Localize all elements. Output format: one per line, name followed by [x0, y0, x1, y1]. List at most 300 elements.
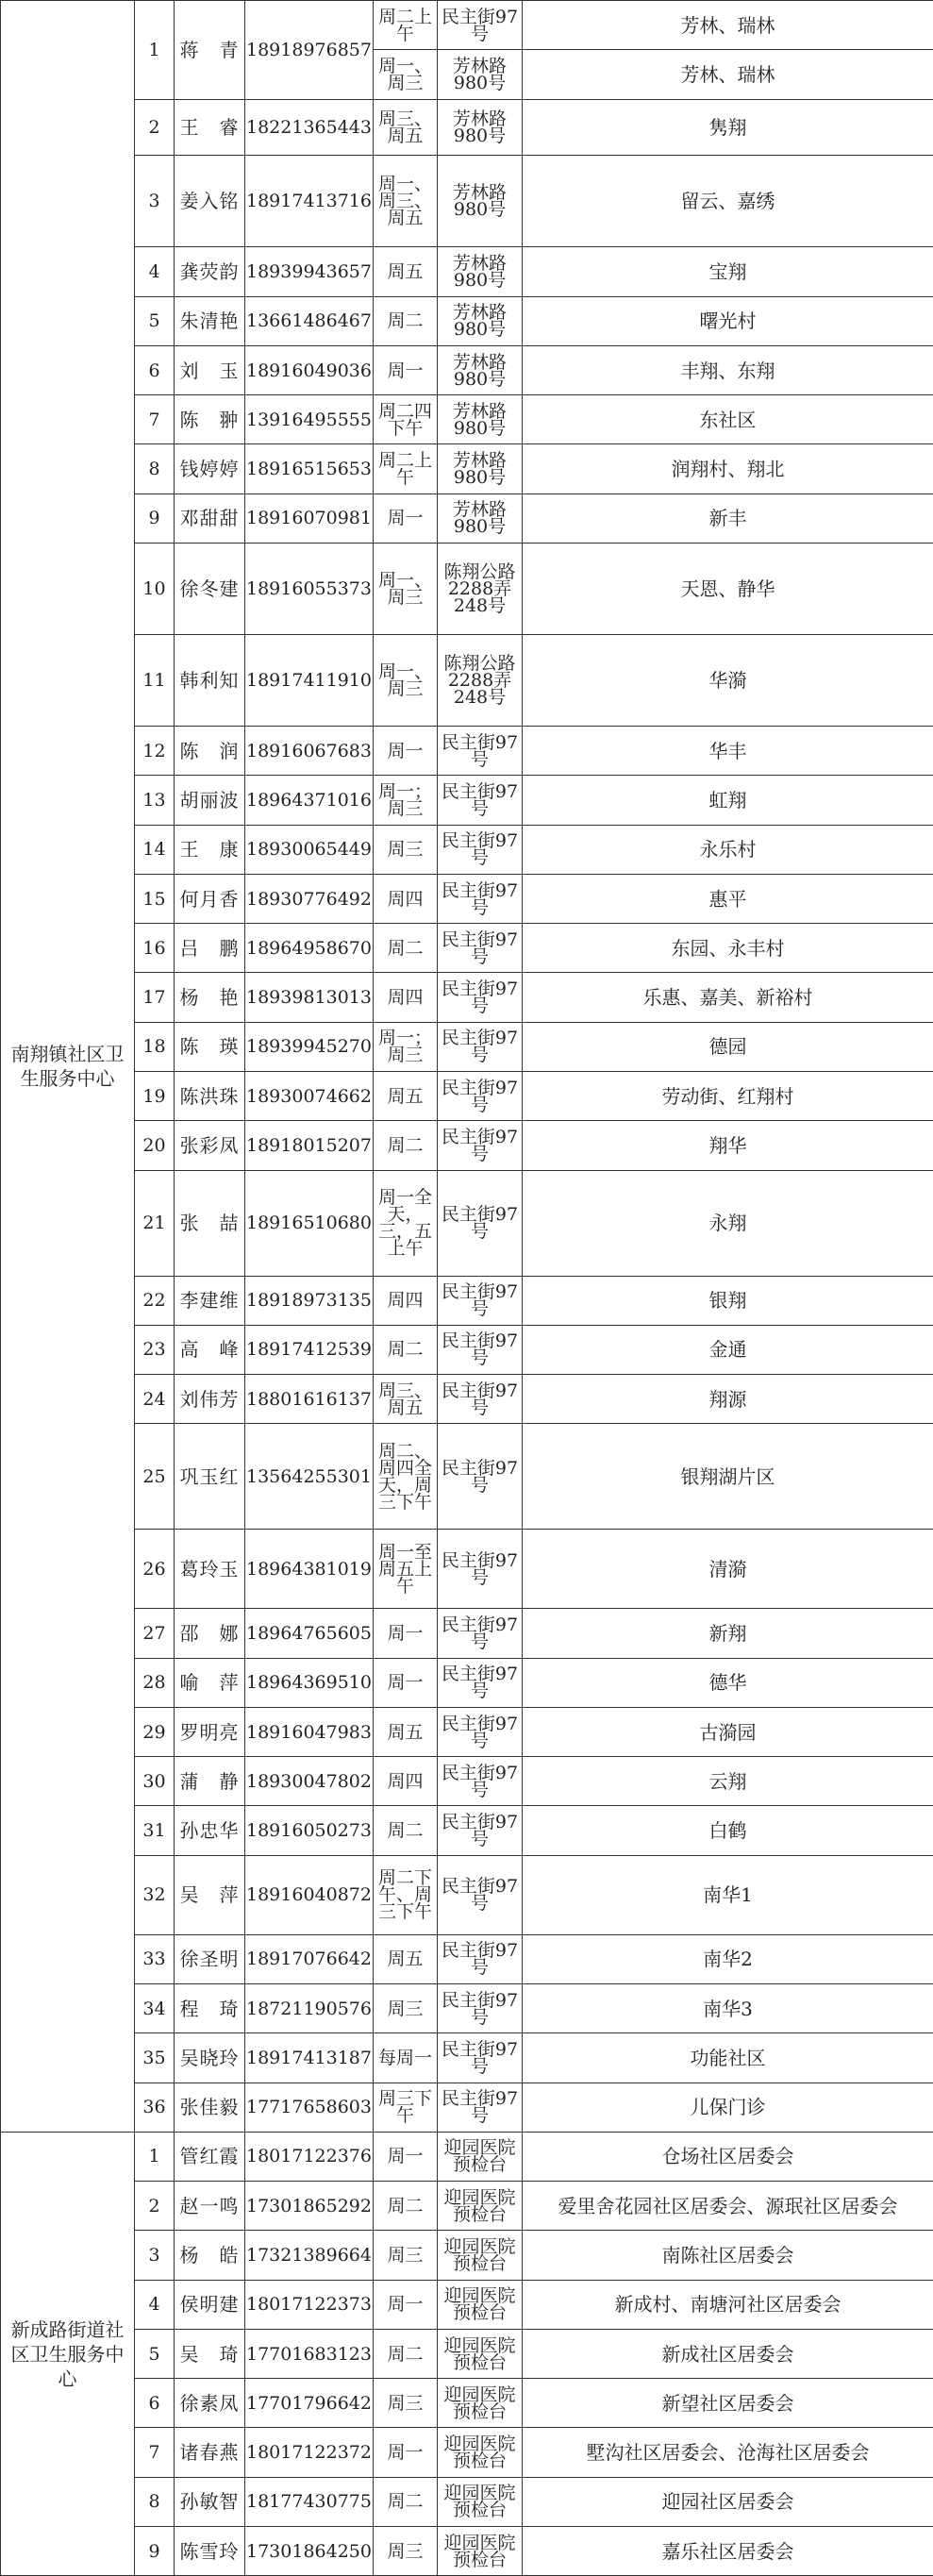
service-day-cell: 周三、周五	[374, 1375, 438, 1424]
service-location-cell: 民主街97号	[438, 1121, 523, 1170]
service-location-cell: 迎园医院预检台	[438, 2477, 523, 2526]
service-day-cell: 周五	[374, 1072, 438, 1121]
service-area-cell: 永翔	[523, 1170, 933, 1276]
service-area-cell: 乐惠、嘉美、新裕村	[523, 973, 933, 1022]
service-area-cell: 东园、永丰村	[523, 924, 933, 973]
table-row	[1, 345, 933, 394]
row-number-cell: 15	[135, 874, 175, 923]
doctor-name-cell: 刘伟芳	[175, 1375, 245, 1424]
service-area-cell: 劳动街、红翔村	[523, 1072, 933, 1121]
table-row	[1, 776, 933, 825]
phone-cell: 18964369510	[245, 1658, 374, 1707]
table-row	[1, 543, 933, 634]
row-number-cell: 30	[135, 1757, 175, 1806]
service-area-cell: 墅沟社区居委会、沧海社区居委会	[523, 2428, 933, 2477]
service-area-cell: 丰翔、东翔	[523, 345, 933, 394]
service-location-cell: 民主街97号	[438, 1658, 523, 1707]
service-area-cell: 古漪园	[523, 1707, 933, 1756]
service-location-cell: 芳林路980号	[438, 156, 523, 247]
service-area-cell: 南陈社区居委会	[523, 2231, 933, 2280]
service-day-cell: 周四	[374, 973, 438, 1022]
phone-cell: 18916510680	[245, 1170, 374, 1276]
service-location-cell: 民主街97号	[438, 924, 523, 973]
doctor-name-cell: 喻 萍	[175, 1658, 245, 1707]
phone-cell: 18017122373	[245, 2280, 374, 2329]
doctor-name-cell: 王 睿	[175, 99, 245, 156]
phone-cell: 13564255301	[245, 1424, 374, 1530]
table-row	[1, 1855, 933, 1934]
service-area-cell: 润翔村、翔北	[523, 444, 933, 493]
service-area-cell: 华丰	[523, 727, 933, 776]
row-number-cell: 5	[135, 296, 175, 345]
phone-cell: 18964371016	[245, 776, 374, 825]
table-row	[1, 1757, 933, 1806]
phone-cell: 17301865292	[245, 2182, 374, 2231]
service-area-cell: 芳林、瑞林	[523, 50, 933, 99]
service-day-cell: 周一、周三	[374, 543, 438, 634]
phone-cell: 18916055373	[245, 543, 374, 634]
phone-cell: 18930065449	[245, 825, 374, 874]
service-location-cell: 民主街97号	[438, 1806, 523, 1855]
doctor-name-cell: 何月香	[175, 874, 245, 923]
service-day-cell: 周二	[374, 296, 438, 345]
row-number-cell: 18	[135, 1022, 175, 1071]
phone-cell: 17701683123	[245, 2329, 374, 2378]
row-number-cell: 5	[135, 2329, 175, 2378]
service-area-cell: 德华	[523, 1658, 933, 1707]
service-location-cell: 民主街97号	[438, 1757, 523, 1806]
table-row	[1, 1121, 933, 1170]
doctor-name-cell: 胡丽波	[175, 776, 245, 825]
service-day-cell: 周三	[374, 2526, 438, 2575]
doctor-name-cell: 张彩凤	[175, 1121, 245, 1170]
table-row	[1, 2132, 933, 2181]
doctor-name-cell: 钱婷婷	[175, 444, 245, 493]
service-area-cell: 翔华	[523, 1121, 933, 1170]
service-location-cell: 迎园医院预检台	[438, 2428, 523, 2477]
doctor-name-cell: 吴 琦	[175, 2329, 245, 2378]
service-day-cell: 周四	[374, 1276, 438, 1325]
doctor-name-cell: 张 喆	[175, 1170, 245, 1276]
doctor-name-cell: 赵一鸣	[175, 2182, 245, 2231]
phone-cell: 18916515653	[245, 444, 374, 493]
table-row	[1, 2379, 933, 2428]
service-location-cell: 迎园医院预检台	[438, 2132, 523, 2181]
service-location-cell: 迎园医院预检台	[438, 2329, 523, 2378]
table-row	[1, 2526, 933, 2575]
row-number-cell: 21	[135, 1170, 175, 1276]
phone-cell: 13916495555	[245, 395, 374, 444]
service-location-cell: 迎园医院预检台	[438, 2379, 523, 2428]
service-location-cell: 民主街97号	[438, 1, 523, 50]
phone-cell: 18918015207	[245, 1121, 374, 1170]
service-day-cell: 周五	[374, 247, 438, 296]
row-number-cell: 20	[135, 1121, 175, 1170]
row-number-cell: 28	[135, 1658, 175, 1707]
service-area-cell: 德园	[523, 1022, 933, 1071]
phone-cell: 18930047802	[245, 1757, 374, 1806]
table-row	[1, 924, 933, 973]
table-row	[1, 1530, 933, 1609]
table-row	[1, 2329, 933, 2378]
doctor-name-cell: 徐冬建	[175, 543, 245, 634]
doctor-name-cell: 姜入铭	[175, 156, 245, 247]
service-area-cell: 翔源	[523, 1375, 933, 1424]
doctor-name-cell: 巩玉红	[175, 1424, 245, 1530]
service-area-cell: 隽翔	[523, 99, 933, 156]
service-area-cell: 功能社区	[523, 2033, 933, 2083]
table-row	[1, 156, 933, 247]
service-day-cell: 周一	[374, 727, 438, 776]
service-day-cell: 周三	[374, 2379, 438, 2428]
service-area-cell: 南华3	[523, 1984, 933, 2033]
service-day-cell: 周二下午、周三下午	[374, 1855, 438, 1934]
phone-cell: 18930074662	[245, 1072, 374, 1121]
row-number-cell: 34	[135, 1984, 175, 2033]
service-location-cell: 民主街97号	[438, 874, 523, 923]
row-number-cell: 4	[135, 247, 175, 296]
phone-cell: 18916049036	[245, 345, 374, 394]
phone-cell: 18939943657	[245, 247, 374, 296]
doctor-name-cell: 吴晓玲	[175, 2033, 245, 2083]
service-day-cell: 周一	[374, 493, 438, 543]
service-area-cell: 新翔	[523, 1609, 933, 1658]
doctor-name-cell: 龚荧韵	[175, 247, 245, 296]
service-area-cell: 儿保门诊	[523, 2083, 933, 2132]
row-number-cell: 3	[135, 156, 175, 247]
service-location-cell: 芳林路980号	[438, 493, 523, 543]
service-day-cell: 周四	[374, 1757, 438, 1806]
doctor-name-cell: 陈 翀	[175, 395, 245, 444]
row-number-cell: 7	[135, 395, 175, 444]
service-area-cell: 留云、嘉绣	[523, 156, 933, 247]
row-number-cell: 2	[135, 99, 175, 156]
service-day-cell: 周三下午	[374, 2083, 438, 2132]
service-location-cell: 民主街97号	[438, 776, 523, 825]
service-day-cell: 周一	[374, 1609, 438, 1658]
table-row	[1, 1424, 933, 1530]
phone-cell: 17717658603	[245, 2083, 374, 2132]
service-day-cell: 周二上午	[374, 1, 438, 50]
service-area-cell: 南华1	[523, 1855, 933, 1934]
table-row	[1, 2083, 933, 2132]
service-day-cell: 周三、周五	[374, 99, 438, 156]
table-row	[1, 727, 933, 776]
table-row	[1, 2033, 933, 2083]
table-row	[1, 296, 933, 345]
row-number-cell: 3	[135, 2231, 175, 2280]
service-area-cell: 白鹤	[523, 1806, 933, 1855]
service-day-cell: 周一全天，三，五上午	[374, 1170, 438, 1276]
phone-cell: 18917412539	[245, 1325, 374, 1374]
service-day-cell: 周二	[374, 2329, 438, 2378]
row-number-cell: 12	[135, 727, 175, 776]
table-row	[1, 1609, 933, 1658]
phone-cell: 18177430775	[245, 2477, 374, 2526]
table-row	[1, 1934, 933, 1983]
service-day-cell: 周一、周三、周五	[374, 156, 438, 247]
service-day-cell: 周三	[374, 1984, 438, 2033]
doctor-name-cell: 王 康	[175, 825, 245, 874]
phone-cell: 17301864250	[245, 2526, 374, 2575]
phone-cell: 18916040872	[245, 1855, 374, 1934]
row-number-cell: 2	[135, 2182, 175, 2231]
service-area-cell: 银翔	[523, 1276, 933, 1325]
service-day-cell: 周二	[374, 1121, 438, 1170]
service-area-cell: 芳林、瑞林	[523, 1, 933, 50]
service-area-cell: 新成村、南塘河社区居委会	[523, 2280, 933, 2329]
table-row	[1, 1276, 933, 1325]
service-day-cell: 周一、周三	[374, 635, 438, 727]
doctor-name-cell: 杨 艳	[175, 973, 245, 1022]
phone-cell: 18939945270	[245, 1022, 374, 1071]
table-row	[1, 493, 933, 543]
doctor-name-cell: 邵 娜	[175, 1609, 245, 1658]
phone-cell: 18917413187	[245, 2033, 374, 2083]
doctor-name-cell: 孙忠华	[175, 1806, 245, 1855]
service-day-cell: 周三	[374, 825, 438, 874]
table-row	[1, 1170, 933, 1276]
service-area-cell: 银翔湖片区	[523, 1424, 933, 1530]
doctor-name-cell: 陈洪珠	[175, 1072, 245, 1121]
service-day-cell: 周二	[374, 1325, 438, 1374]
row-number-cell: 22	[135, 1276, 175, 1325]
table-row	[1, 1707, 933, 1756]
service-location-cell: 民主街97号	[438, 1530, 523, 1609]
row-number-cell: 9	[135, 2526, 175, 2575]
phone-cell: 18916047983	[245, 1707, 374, 1756]
phone-cell: 13661486467	[245, 296, 374, 345]
service-day-cell: 周五	[374, 1934, 438, 1983]
phone-cell: 18917076642	[245, 1934, 374, 1983]
table-row	[1, 1325, 933, 1374]
doctor-name-cell: 徐素凤	[175, 2379, 245, 2428]
doctor-name-cell: 侯明建	[175, 2280, 245, 2329]
service-location-cell: 民主街97号	[438, 2033, 523, 2083]
service-location-cell: 民主街97号	[438, 1424, 523, 1530]
doctor-name-cell: 陈 润	[175, 727, 245, 776]
table-row	[1, 825, 933, 874]
phone-cell: 18964381019	[245, 1530, 374, 1609]
row-number-cell: 19	[135, 1072, 175, 1121]
doctor-name-cell: 徐圣明	[175, 1934, 245, 1983]
table-row	[1, 874, 933, 923]
doctor-name-cell: 杨 皓	[175, 2231, 245, 2280]
service-day-cell: 周一	[374, 1658, 438, 1707]
table-row	[1, 2477, 933, 2526]
service-area-cell: 天恩、静华	[523, 543, 933, 634]
table-row	[1, 2231, 933, 2280]
phone-cell: 17321389664	[245, 2231, 374, 2280]
phone-cell: 18721190576	[245, 1984, 374, 2033]
service-day-cell: 周一；周三	[374, 776, 438, 825]
doctor-name-cell: 李建维	[175, 1276, 245, 1325]
doctor-name-cell: 吕 鹏	[175, 924, 245, 973]
service-location-cell: 民主街97号	[438, 1170, 523, 1276]
service-area-cell: 仓场社区居委会	[523, 2132, 933, 2181]
row-number-cell: 23	[135, 1325, 175, 1374]
doctor-name-cell: 韩利知	[175, 635, 245, 727]
row-number-cell: 1	[135, 2132, 175, 2181]
doctor-name-cell: 邓甜甜	[175, 493, 245, 543]
row-number-cell: 29	[135, 1707, 175, 1756]
phone-cell: 18916070981	[245, 493, 374, 543]
service-location-cell: 民主街97号	[438, 1022, 523, 1071]
service-day-cell: 周四	[374, 874, 438, 923]
service-day-cell: 周一至周五上午	[374, 1530, 438, 1609]
row-number-cell: 35	[135, 2033, 175, 2083]
phone-cell: 18964765605	[245, 1609, 374, 1658]
table-row	[1, 247, 933, 296]
service-area-cell: 新望社区居委会	[523, 2379, 933, 2428]
service-location-cell: 迎园医院预检台	[438, 2280, 523, 2329]
service-location-cell: 民主街97号	[438, 973, 523, 1022]
service-day-cell: 周二	[374, 2182, 438, 2231]
row-number-cell: 6	[135, 345, 175, 394]
service-location-cell: 民主街97号	[438, 1984, 523, 2033]
phone-cell: 18916067683	[245, 727, 374, 776]
phone-cell: 18918973135	[245, 1276, 374, 1325]
row-number-cell: 4	[135, 2280, 175, 2329]
phone-cell: 18964958670	[245, 924, 374, 973]
phone-cell: 17701796642	[245, 2379, 374, 2428]
doctor-name-cell: 蒋 青	[175, 1, 245, 100]
service-area-cell: 虹翔	[523, 776, 933, 825]
row-number-cell: 8	[135, 2477, 175, 2526]
service-area-cell: 东社区	[523, 395, 933, 444]
service-location-cell: 芳林路980号	[438, 50, 523, 99]
service-area-cell: 爱里舍花园社区居委会、源珉社区居委会	[523, 2182, 933, 2231]
row-number-cell: 36	[135, 2083, 175, 2132]
service-area-cell: 新丰	[523, 493, 933, 543]
service-location-cell: 芳林路980号	[438, 296, 523, 345]
service-area-cell: 惠平	[523, 874, 933, 923]
service-day-cell: 周一；周三	[374, 1022, 438, 1071]
table-row	[1, 1072, 933, 1121]
doctor-name-cell: 程 琦	[175, 1984, 245, 2033]
doctor-name-cell: 高 峰	[175, 1325, 245, 1374]
row-number-cell: 26	[135, 1530, 175, 1609]
phone-cell: 18017122372	[245, 2428, 374, 2477]
service-day-cell: 每周一	[374, 2033, 438, 2083]
phone-cell: 18917411910	[245, 635, 374, 727]
row-number-cell: 27	[135, 1609, 175, 1658]
service-area-cell: 曙光村	[523, 296, 933, 345]
doctor-name-cell: 张佳毅	[175, 2083, 245, 2132]
doctor-name-cell: 葛玲玉	[175, 1530, 245, 1609]
row-number-cell: 32	[135, 1855, 175, 1934]
phone-cell: 18917413716	[245, 156, 374, 247]
service-location-cell: 芳林路980号	[438, 395, 523, 444]
table-row	[1, 1806, 933, 1855]
row-number-cell: 7	[135, 2428, 175, 2477]
row-number-cell: 33	[135, 1934, 175, 1983]
row-number-cell: 8	[135, 444, 175, 493]
service-location-cell: 迎园医院预检台	[438, 2182, 523, 2231]
row-number-cell: 16	[135, 924, 175, 973]
center-name-cell: 南翔镇社区卫生服务中心	[1, 1, 135, 2133]
doctor-name-cell: 刘 玉	[175, 345, 245, 394]
service-day-cell: 周二四下午	[374, 395, 438, 444]
phone-cell: 18221365443	[245, 99, 374, 156]
row-number-cell: 10	[135, 543, 175, 634]
row-number-cell: 13	[135, 776, 175, 825]
row-number-cell: 17	[135, 973, 175, 1022]
phone-cell: 18017122376	[245, 2132, 374, 2181]
service-area-cell: 迎园社区居委会	[523, 2477, 933, 2526]
service-day-cell: 周一	[374, 2428, 438, 2477]
service-area-cell: 华漪	[523, 635, 933, 727]
phone-cell: 18930776492	[245, 874, 374, 923]
service-day-cell: 周一	[374, 345, 438, 394]
row-number-cell: 6	[135, 2379, 175, 2428]
table-row	[1, 395, 933, 444]
service-day-cell: 周三	[374, 2231, 438, 2280]
service-location-cell: 芳林路980号	[438, 444, 523, 493]
service-location-cell: 民主街97号	[438, 1855, 523, 1934]
service-day-cell: 周一	[374, 2132, 438, 2181]
phone-cell: 18939813013	[245, 973, 374, 1022]
table-row	[1, 2182, 933, 2231]
service-day-cell: 周二	[374, 2477, 438, 2526]
service-location-cell: 民主街97号	[438, 2083, 523, 2132]
service-location-cell: 芳林路980号	[438, 345, 523, 394]
service-location-cell: 民主街97号	[438, 1609, 523, 1658]
phone-cell: 18918976857	[245, 1, 374, 100]
service-location-cell: 芳林路980号	[438, 99, 523, 156]
table-row	[1, 635, 933, 727]
doctor-name-cell: 管红霞	[175, 2132, 245, 2181]
service-area-cell: 永乐村	[523, 825, 933, 874]
doctor-name-cell: 朱清艳	[175, 296, 245, 345]
row-number-cell: 14	[135, 825, 175, 874]
service-day-cell: 周一	[374, 2280, 438, 2329]
table-row	[1, 1658, 933, 1707]
service-location-cell: 民主街97号	[438, 727, 523, 776]
service-day-cell: 周五	[374, 1707, 438, 1756]
doctor-name-cell: 诸春燕	[175, 2428, 245, 2477]
table-row	[1, 1022, 933, 1071]
service-location-cell: 陈翔公路2288弄248号	[438, 635, 523, 727]
row-number-cell: 1	[135, 1, 175, 100]
service-day-cell: 周一、周三	[374, 50, 438, 99]
doctor-name-cell: 吴 萍	[175, 1855, 245, 1934]
service-area-cell: 云翔	[523, 1757, 933, 1806]
doctor-name-cell: 陈 瑛	[175, 1022, 245, 1071]
table-row	[1, 99, 933, 156]
service-area-cell: 新成社区居委会	[523, 2329, 933, 2378]
row-number-cell: 11	[135, 635, 175, 727]
phone-cell: 18916050273	[245, 1806, 374, 1855]
table-row	[1, 1, 933, 50]
phone-cell: 18801616137	[245, 1375, 374, 1424]
table-row	[1, 2428, 933, 2477]
service-location-cell: 陈翔公路2288弄248号	[438, 543, 523, 634]
service-day-cell: 周二、周四全天，周三下午	[374, 1424, 438, 1530]
service-location-cell: 芳林路980号	[438, 247, 523, 296]
table-row	[1, 1984, 933, 2033]
service-location-cell: 民主街97号	[438, 825, 523, 874]
service-day-cell: 周二	[374, 924, 438, 973]
doctor-name-cell: 陈雪玲	[175, 2526, 245, 2575]
table-row	[1, 2280, 933, 2329]
doctor-name-cell: 蒲 静	[175, 1757, 245, 1806]
row-number-cell: 25	[135, 1424, 175, 1530]
doctor-name-cell: 罗明亮	[175, 1707, 245, 1756]
table-row	[1, 1375, 933, 1424]
doctor-name-cell: 孙敏智	[175, 2477, 245, 2526]
service-area-cell: 金通	[523, 1325, 933, 1374]
